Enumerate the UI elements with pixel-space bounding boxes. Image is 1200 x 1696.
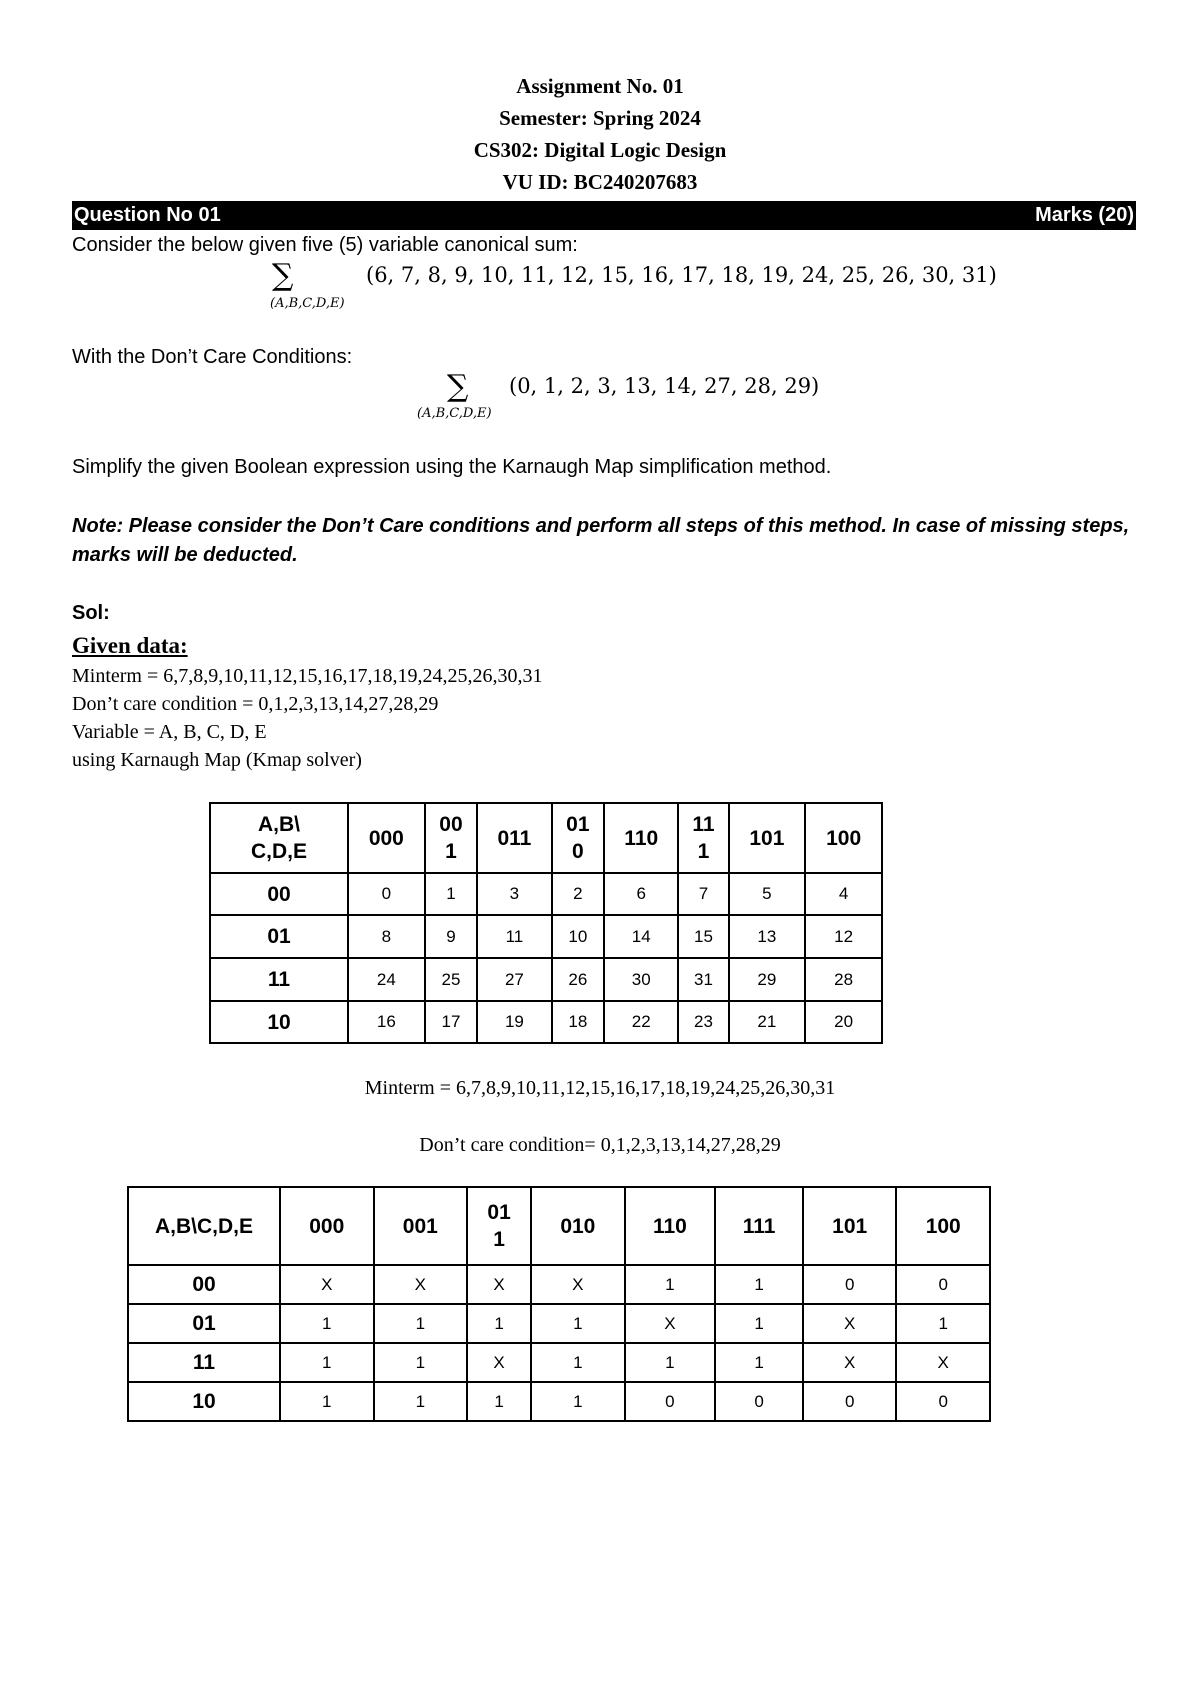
- dontcare-set: (0, 1, 2, 3, 13, 14, 27, 28, 29): [509, 374, 820, 398]
- col-header: 000: [280, 1187, 374, 1265]
- kmap-index-header-row: [210, 803, 882, 873]
- table-cell: 25: [425, 958, 478, 1001]
- row-header: 01: [128, 1304, 280, 1343]
- given-data-heading: Given data:: [72, 633, 188, 658]
- table-cell: 0: [803, 1265, 897, 1304]
- variable-line: Variable = A, B, C, D, E: [72, 721, 267, 743]
- table-cell: 1: [425, 873, 478, 915]
- row-header: 10: [210, 1001, 348, 1043]
- table-cell: 2: [552, 873, 605, 915]
- table-cell: X: [280, 1265, 374, 1304]
- dontcare-line: Don’t care condition = 0,1,2,3,13,14,27,28,29: [72, 693, 439, 715]
- table-cell: 1: [531, 1343, 625, 1382]
- col-header: 110: [625, 1187, 716, 1265]
- table-cell: 27: [477, 958, 551, 1001]
- table-cell: X: [374, 1265, 468, 1304]
- table-cell: 1: [531, 1304, 625, 1343]
- table-cell: 0: [348, 873, 425, 915]
- row-header: 11: [128, 1343, 280, 1382]
- col-header: 01 0: [552, 803, 605, 873]
- table-cell: 20: [805, 1001, 882, 1043]
- table-cell: 1: [625, 1343, 716, 1382]
- kmap-values-corner: A,B\C,D,E: [128, 1187, 280, 1265]
- dontcare-variables: (A,B,C,D,E): [417, 406, 492, 421]
- corner-line-2: C,D,E: [250, 840, 307, 863]
- table-cell: 7: [678, 873, 728, 915]
- solution-label: Sol:: [72, 602, 110, 624]
- table-cell: 9: [425, 915, 478, 958]
- row-header: 01: [210, 915, 348, 958]
- table-cell: 13: [729, 915, 806, 958]
- table-row: [128, 1343, 990, 1382]
- question-bar: [72, 201, 1136, 230]
- corner-line-1: A,B\: [258, 813, 300, 836]
- table-cell: 1: [280, 1382, 374, 1421]
- table-cell: 3: [477, 873, 551, 915]
- table-cell: 19: [477, 1001, 551, 1043]
- table-cell: X: [896, 1343, 990, 1382]
- table-cell: 23: [678, 1001, 728, 1043]
- kmap-index-table: [209, 802, 883, 1044]
- question-intro: Consider the below given five (5) variable canonical sum:: [72, 234, 578, 256]
- table-cell: 1: [280, 1304, 374, 1343]
- row-header: 10: [128, 1382, 280, 1421]
- table-cell: 21: [729, 1001, 806, 1043]
- sigma-symbol-dc: ∑: [447, 369, 469, 404]
- table-cell: 1: [374, 1343, 468, 1382]
- kmap-values-header-row: [128, 1187, 990, 1265]
- row-header: 00: [128, 1265, 280, 1304]
- table-cell: 5: [729, 873, 806, 915]
- col-header: 010: [531, 1187, 625, 1265]
- table-cell: 0: [803, 1382, 897, 1421]
- table-cell: X: [803, 1343, 897, 1382]
- table-row: [128, 1265, 990, 1304]
- table-cell: 0: [715, 1382, 803, 1421]
- table-cell: 0: [625, 1382, 716, 1421]
- table-cell: 1: [467, 1382, 531, 1421]
- col-header: 101: [803, 1187, 897, 1265]
- table-cell: 1: [531, 1382, 625, 1421]
- table-cell: 1: [374, 1304, 468, 1343]
- kmap-values-table: [127, 1186, 991, 1422]
- table-cell: 28: [805, 958, 882, 1001]
- col-header: 111: [715, 1187, 803, 1265]
- table-cell: 0: [896, 1265, 990, 1304]
- table-cell: 1: [374, 1382, 468, 1421]
- table-cell: 24: [348, 958, 425, 1001]
- table-row: [210, 958, 882, 1001]
- table-cell: X: [625, 1304, 716, 1343]
- table-row: [210, 915, 882, 958]
- dontcare-center: Don’t care condition= 0,1,2,3,13,14,27,28,29: [419, 1134, 781, 1156]
- table-cell: 31: [678, 958, 728, 1001]
- col-header: 100: [896, 1187, 990, 1265]
- col-header: 00 1: [425, 803, 478, 873]
- minterm-line: Minterm = 6,7,8,9,10,11,12,15,16,17,18,19,24,25,26,30,31: [72, 665, 543, 687]
- table-cell: 14: [604, 915, 678, 958]
- table-row: [210, 873, 882, 915]
- table-cell: 1: [715, 1343, 803, 1382]
- simplify-instruction: Simplify the given Boolean expression using the Karnaugh Map simplification method.: [72, 456, 832, 478]
- semester-line: Semester: Spring 2024: [499, 106, 701, 130]
- table-cell: 29: [729, 958, 806, 1001]
- table-cell: 16: [348, 1001, 425, 1043]
- table-cell: 10: [552, 915, 605, 958]
- sigma-dontcare: [447, 369, 468, 404]
- col-header: 011: [477, 803, 551, 873]
- sigma-symbol: ∑: [272, 258, 294, 293]
- table-cell: X: [467, 1343, 531, 1382]
- dontcare-intro: With the Don’t Care Conditions:: [72, 346, 353, 368]
- table-cell: 1: [896, 1304, 990, 1343]
- col-header: 110: [604, 803, 678, 873]
- table-cell: 1: [467, 1304, 531, 1343]
- col-header: 01 1: [467, 1187, 531, 1265]
- kmap-index-corner: [210, 803, 348, 873]
- table-cell: 11: [477, 915, 551, 958]
- table-cell: 15: [678, 915, 728, 958]
- col-header: 001: [374, 1187, 468, 1265]
- assignment-title: Assignment No. 01: [516, 74, 684, 98]
- table-cell: 17: [425, 1001, 478, 1043]
- table-cell: 1: [280, 1343, 374, 1382]
- method-line: using Karnaugh Map (Kmap solver): [72, 749, 362, 771]
- row-header: 11: [210, 958, 348, 1001]
- table-cell: X: [467, 1265, 531, 1304]
- row-header: 00: [210, 873, 348, 915]
- col-header: 11 1: [678, 803, 728, 873]
- table-cell: 6: [604, 873, 678, 915]
- course-line: CS302: Digital Logic Design: [473, 138, 727, 162]
- table-cell: 30: [604, 958, 678, 1001]
- vuid-line: VU ID: BC240207683: [502, 170, 698, 194]
- table-row: [210, 1001, 882, 1043]
- table-cell: 1: [715, 1265, 803, 1304]
- marks-label: Marks (20): [1035, 204, 1134, 226]
- table-cell: 4: [805, 873, 882, 915]
- minterm-set: (6, 7, 8, 9, 10, 11, 12, 15, 16, 17, 18, 19, 24, 25, 26, 30, 31): [366, 263, 997, 287]
- table-cell: 18: [552, 1001, 605, 1043]
- sum-variables: (A,B,C,D,E): [270, 296, 345, 311]
- table-cell: 1: [715, 1304, 803, 1343]
- table-cell: 22: [604, 1001, 678, 1043]
- col-header: 101: [729, 803, 806, 873]
- table-cell: 12: [805, 915, 882, 958]
- table-cell: X: [803, 1304, 897, 1343]
- minterm-center: Minterm = 6,7,8,9,10,11,12,15,16,17,18,19,24,25,26,30,31: [364, 1077, 836, 1099]
- table-cell: 1: [625, 1265, 716, 1304]
- note-text: Note: Please consider the Don’t Care conditions and perform all steps of this method. In case of missing steps, marks will be deducted.: [72, 515, 1130, 566]
- question-label: Question No 01: [74, 204, 221, 226]
- table-cell: 26: [552, 958, 605, 1001]
- table-row: [128, 1304, 990, 1343]
- table-cell: X: [531, 1265, 625, 1304]
- table-cell: 8: [348, 915, 425, 958]
- table-cell: 0: [896, 1382, 990, 1421]
- sigma-sum: [272, 258, 293, 293]
- col-header: 000: [348, 803, 425, 873]
- table-row: [128, 1382, 990, 1421]
- col-header: 100: [805, 803, 882, 873]
